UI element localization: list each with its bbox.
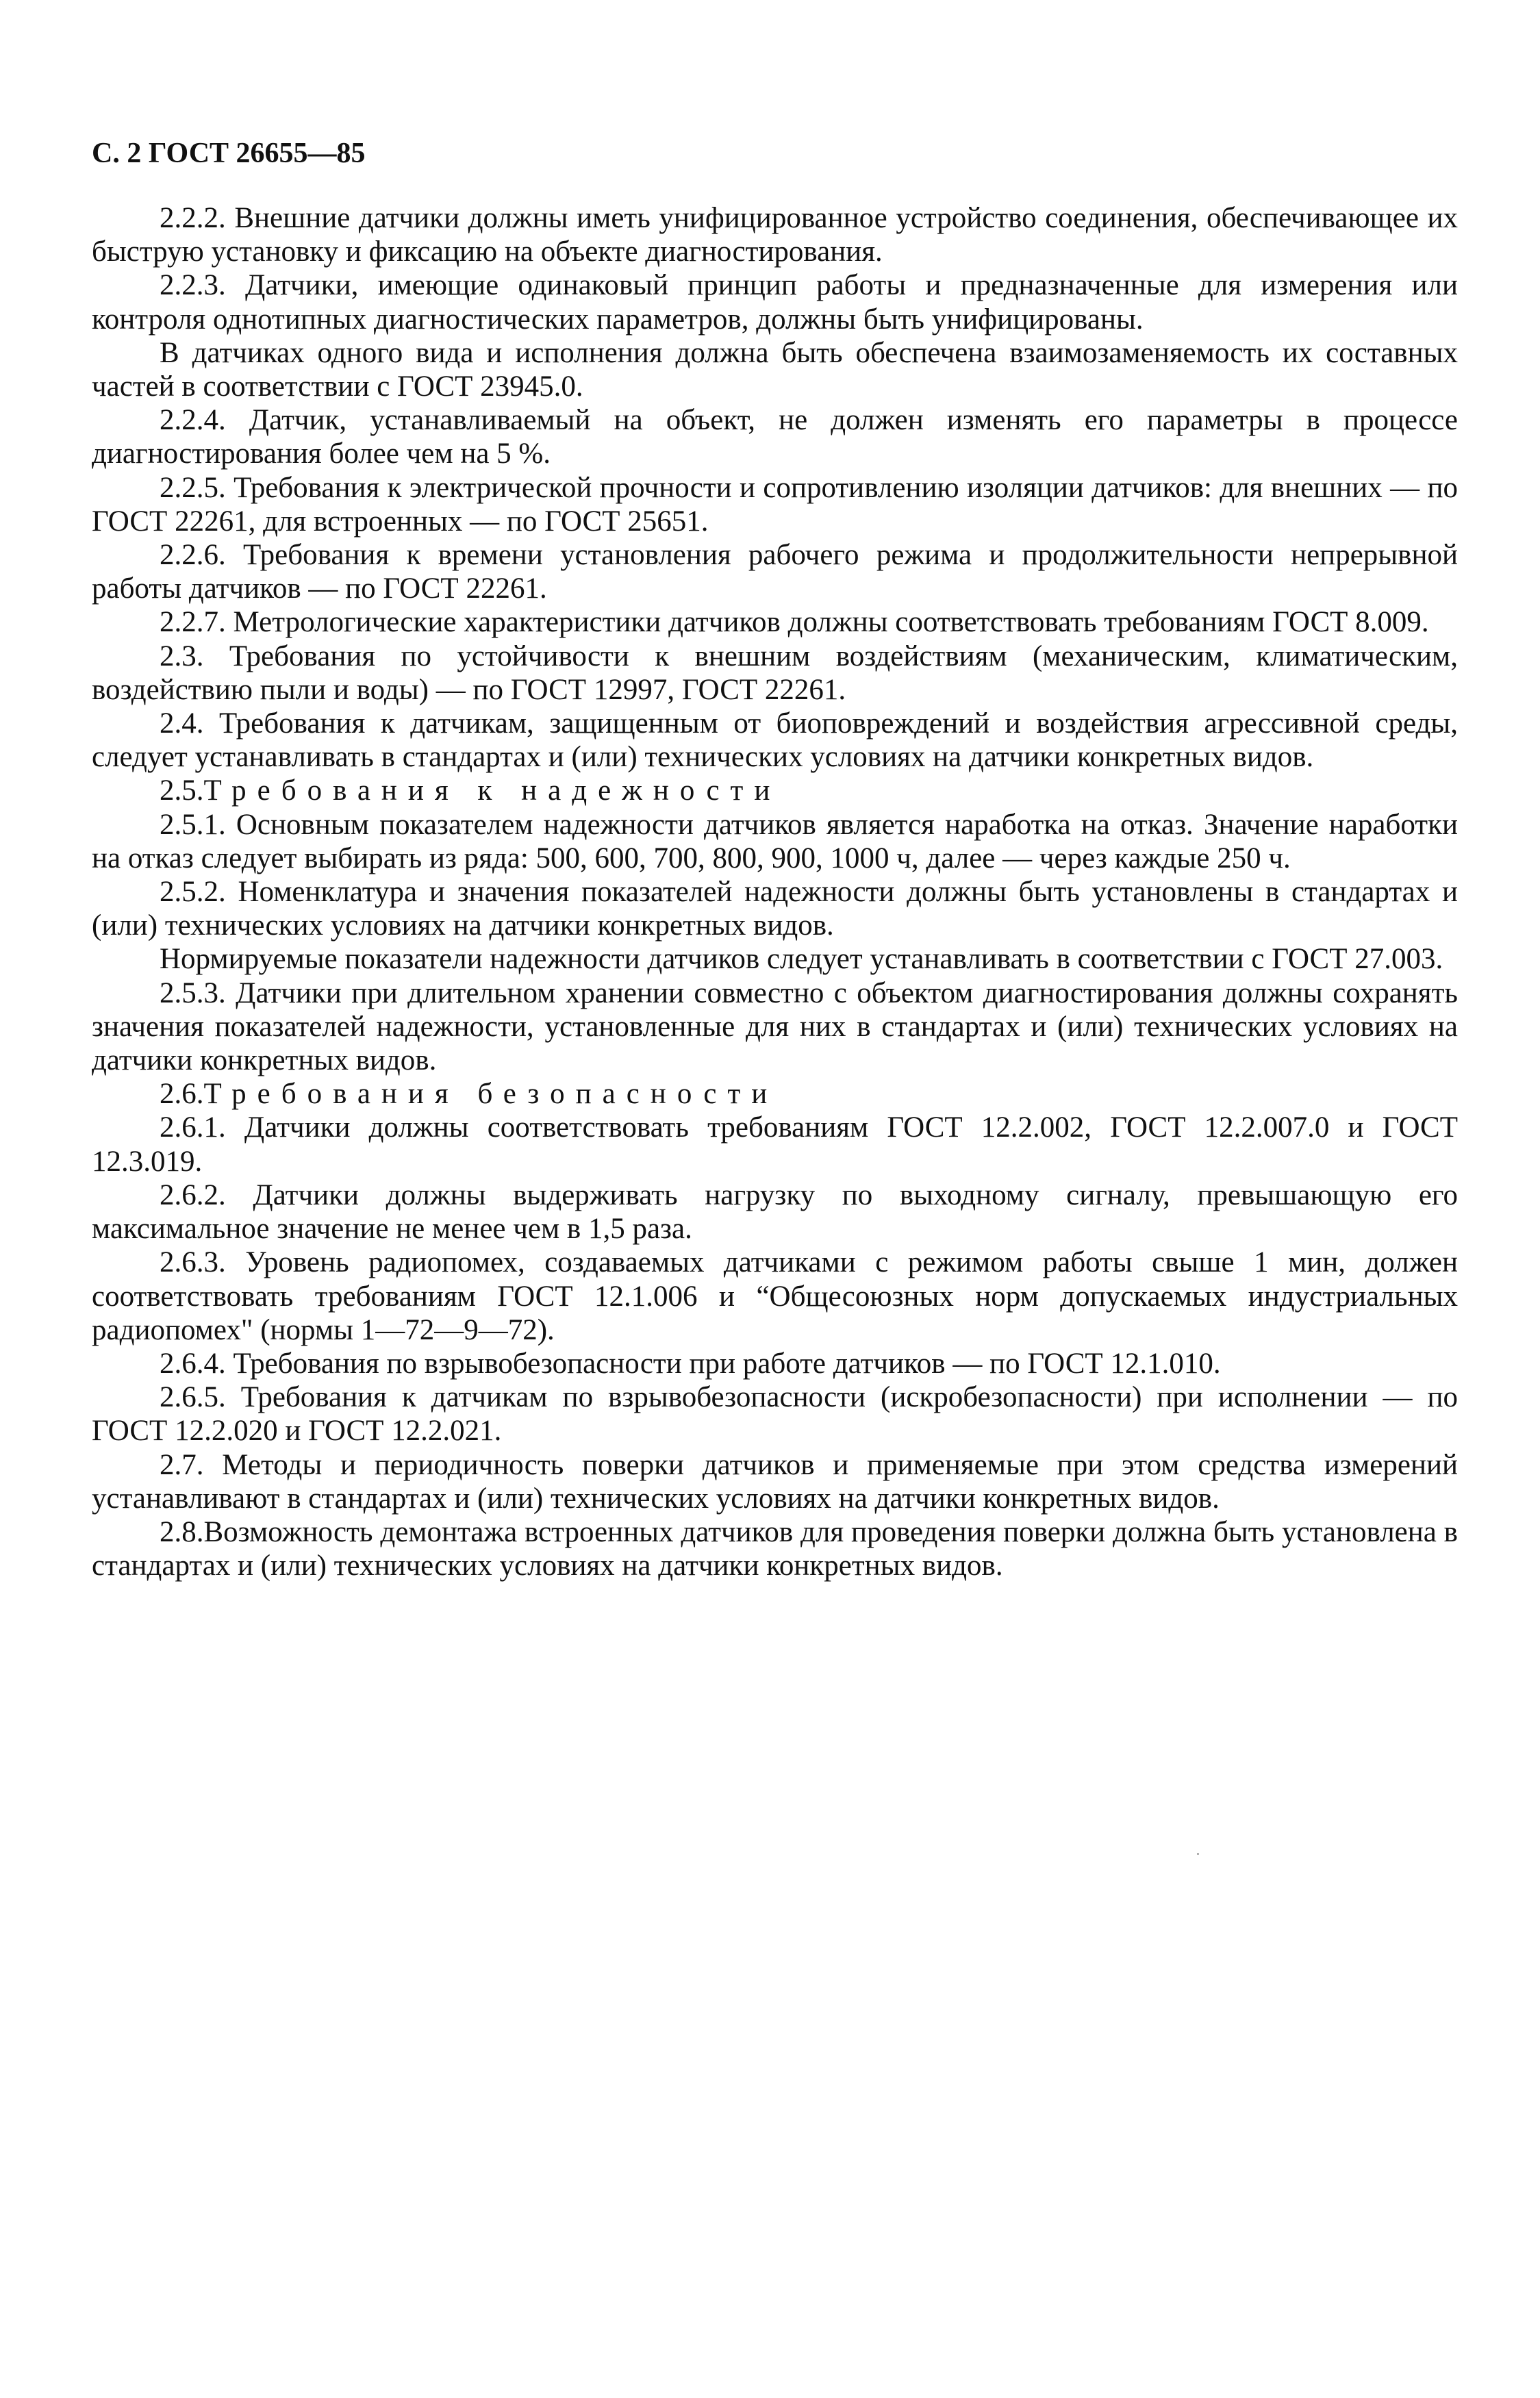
clause-2-2-7: 2.2.7. Метрологические характеристики датчиков должны соответствовать требованиям ГОСТ 8.009. [160,606,1429,639]
clause-2-6-3: 2.6.3. Уровень радиопомех, создаваемых датчиками с режимом работы свыше 1 мин, должен соответствовать требованиям ГОСТ 12.1.006 и “Общесоюзных норм допускаемых индустриальных радиопомех" (нормы 1—72—9—72). [92,1246,1458,1346]
clause-2-2-6: 2.2.6. Требования к времени установления рабочего режима и продолжительности непрерывной работы датчиков — по ГОСТ 22261. [92,539,1458,605]
section-number: 2.6. [160,1078,204,1111]
running-header: С. 2 ГОСТ 26655—85 [92,138,366,169]
clause-2-6-5: 2.6.5. Требования к датчикам по взрывобезопасности (искробезопасности) при исполнении — по ГОСТ 12.2.020 и ГОСТ 12.2.021. [92,1381,1458,1448]
clause-2-6-2: 2.6.2. Датчики должны выдерживать нагрузку по выходному сигналу, превышающую его максимальное значение не менее чем в 1,5 раза. [92,1178,1458,1246]
section-heading-reliability [92,774,1458,807]
clause-2-2-3-interchangeability: В датчиках одного вида и исполнения должна быть обеспечена взаимозаменяемость их составных частей в соответствии с ГОСТ 23945.0. [92,336,1458,403]
clause-2-5-2: 2.5.2. Номенклатура и значения показателей надежности должны быть установлены в стандартах и (или) технических условиях на датчики конкретных видов. [92,876,1458,942]
clause-2-2-2: 2.2.2. Внешние датчики должны иметь унифицированное устройство соединения, обеспечивающее их быструю установку и фиксацию на объекте диагностирования. [92,202,1458,268]
clause-2-2-4: 2.2.4. Датчик, устанавливаемый на объект, не должен изменять его параметры в процессе диагностирования более чем на 5 %. [92,404,1458,470]
clause-2-2-3: 2.2.3. Датчики, имеющие одинаковый принцип работы и предназначенные для измерения или контроля однотипных диагностических параметров, должны быть унифицированы. [92,269,1458,336]
clause-2-2-5: 2.2.5. Требования к электрической прочности и сопротивлению изоляции датчиков: для внешних — по ГОСТ 22261, для встроенных — по ГОСТ 25651. [92,471,1458,538]
clause-2-6-4: 2.6.4. Требования по взрывобезопасности при работе датчиков — по ГОСТ 12.1.010. [160,1347,1221,1380]
clause-2-8: 2.8.Возможность демонтажа встроенных датчиков для проведения поверки должна быть установлена в стандартах и (или) технических условиях на датчики конкретных видов. [92,1515,1458,1582]
clause-2-6-1: 2.6.1. Датчики должны соответствовать требованиям ГОСТ 12.2.002, ГОСТ 12.2.007.0 и ГОСТ 12.3.019. [92,1111,1458,1178]
section-heading-safety [92,1077,1458,1111]
clause-2-7: 2.7. Методы и периодичность поверки датчиков и применяемые при этом средства измерений устанавливают в стандартах и (или) технических условиях на датчики конкретных видов. [92,1448,1458,1515]
clause-2-3: 2.3. Требования по устойчивости к внешним воздействиям (механическим, климатическим, воздействию пыли и воды) — по ГОСТ 12997, ГОСТ 22261. [92,640,1458,706]
section-title: Требования к надежности [203,774,781,807]
section-number: 2.5. [160,774,204,807]
document-body [92,201,1458,1582]
scan-speck [1197,1853,1199,1855]
clause-2-5-3: 2.5.3. Датчики при длительном хранении совместно с объектом диагностирования должны сохранять значения показателей надежности, установленные для них в стандартах и (или) технических условиях на датчики конкретных видов. [92,976,1458,1077]
clause-2-4: 2.4. Требования к датчикам, защищенным от биоповреждений и воздействия агрессивной среды, следует устанавливать в стандартах и (или) технических условиях на датчики конкретных видов. [92,707,1458,774]
section-title: Требования безопасности [203,1078,779,1111]
clause-2-5-1: 2.5.1. Основным показателем надежности датчиков является наработка на отказ. Значение наработки на отказ следует выбирать из ряда: 500, 600, 700, 800, 900, 1000 ч, далее — через каждые 250 ч. [92,808,1458,874]
clause-2-5-2-normalized: Нормируемые показатели надежности датчиков следует устанавливать в соответствии с ГОСТ 27.003. [160,943,1443,976]
